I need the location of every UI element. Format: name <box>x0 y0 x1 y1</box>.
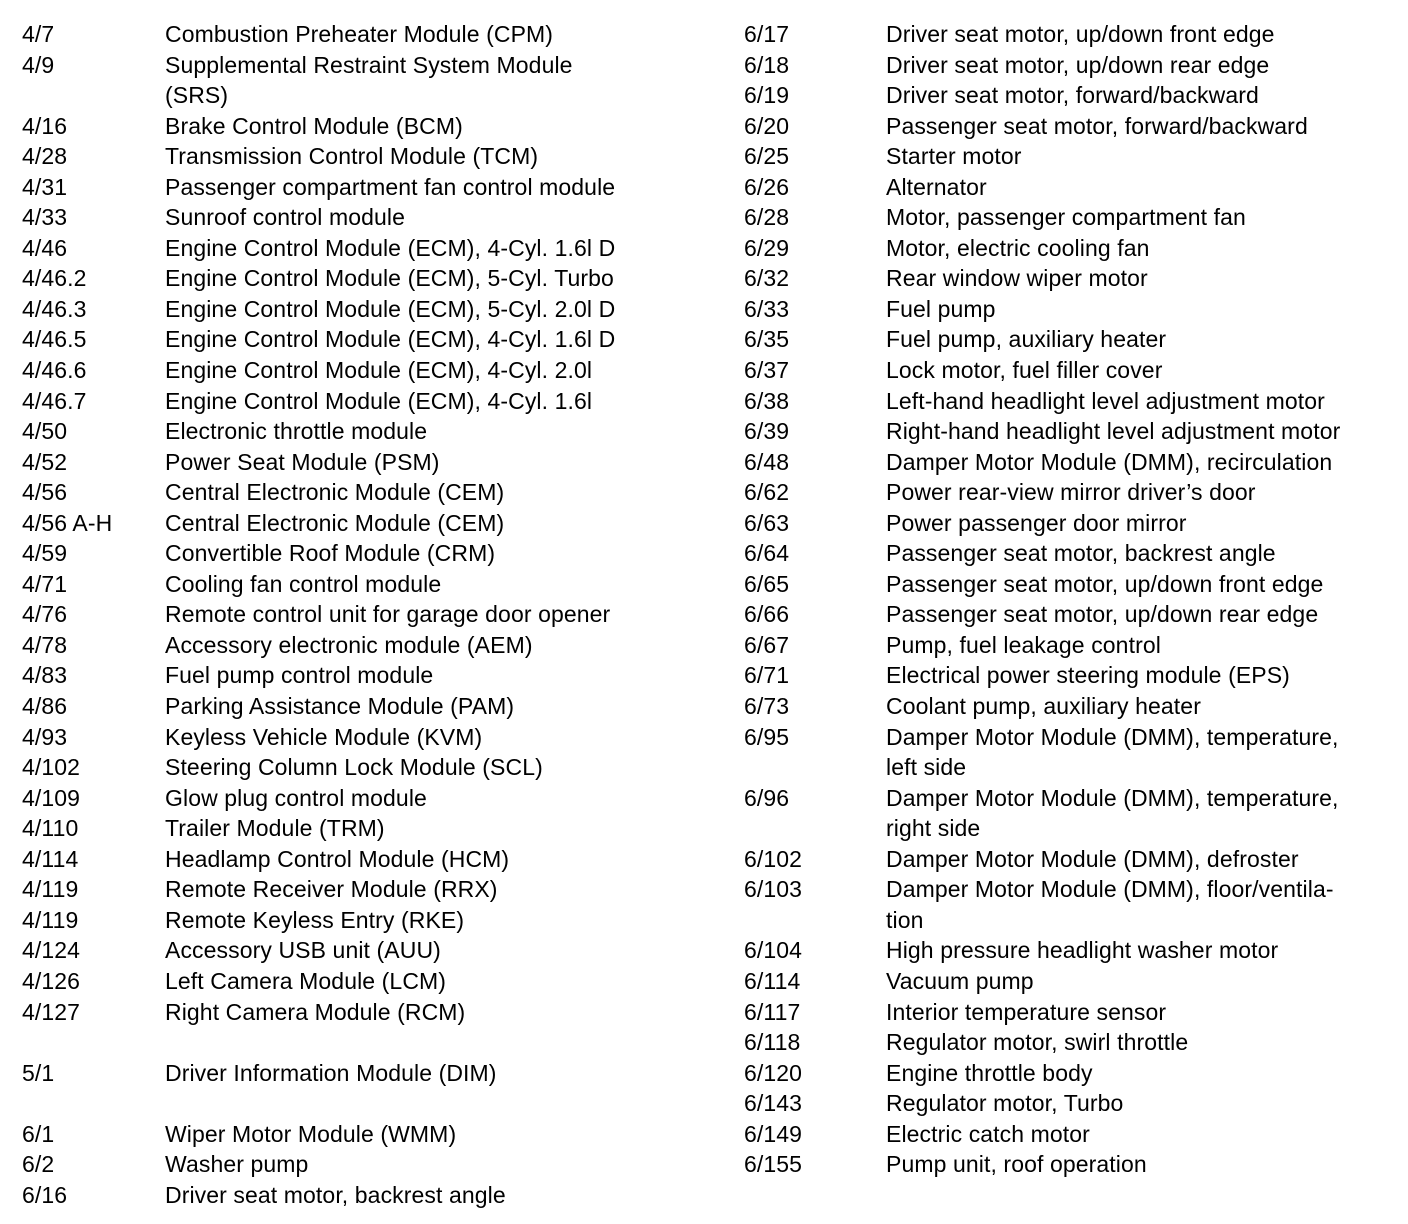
list-item <box>744 416 1394 447</box>
component-description: Motor, passenger compartment fan <box>886 204 1246 231</box>
list-item <box>22 905 712 936</box>
component-code: 4/86 <box>22 693 68 720</box>
component-code: 6/28 <box>744 204 790 231</box>
component-code: 4/28 <box>22 143 68 170</box>
component-code: 6/71 <box>744 662 790 689</box>
list-item <box>744 447 1394 478</box>
component-code: 4/9 <box>22 51 55 78</box>
component-code: 6/37 <box>744 357 790 384</box>
list-item <box>22 202 712 233</box>
component-code: 4/110 <box>22 815 79 842</box>
component-description: Driver seat motor, up/down front edge <box>886 21 1275 47</box>
list-item <box>744 50 1394 81</box>
component-code: 6/64 <box>744 540 790 567</box>
component-description: Supplemental Restraint System Module (SRS) <box>165 51 573 109</box>
component-description: Engine Control Module (ECM), 4-Cyl. 1.6l D <box>165 326 616 353</box>
list-item <box>744 997 1394 1028</box>
list-item <box>744 783 1394 844</box>
component-code: 6/155 <box>744 1151 803 1178</box>
component-code: 4/83 <box>22 662 68 689</box>
component-description: Passenger seat motor, up/down rear edge <box>886 601 1319 628</box>
component-description: Power passenger door mirror <box>886 509 1187 536</box>
list-item <box>744 538 1394 569</box>
component-code: 4/46 <box>22 234 68 261</box>
component-code: 5/1 <box>22 1059 55 1086</box>
component-code: 4/119 <box>22 906 79 933</box>
component-description: Alternator <box>886 173 987 200</box>
component-code: 6/114 <box>744 967 801 994</box>
list-item <box>22 477 712 508</box>
component-code: 4/124 <box>22 937 81 964</box>
component-code: 6/63 <box>744 509 790 536</box>
list-item <box>744 1088 1394 1119</box>
list-item <box>744 935 1394 966</box>
component-code: 4/52 <box>22 448 68 475</box>
component-code: 6/2 <box>22 1151 55 1178</box>
component-code: 4/31 <box>22 173 68 200</box>
component-code: 4/102 <box>22 754 81 781</box>
component-code: 6/25 <box>744 143 790 170</box>
component-code <box>22 1027 165 1058</box>
component-code: 4/126 <box>22 967 81 994</box>
component-description: Engine Control Module (ECM), 4-Cyl. 1.6l <box>165 387 593 414</box>
list-item <box>22 630 712 661</box>
component-code: 4/56 A-H <box>22 509 113 536</box>
component-description: Passenger compartment fan control module <box>165 173 616 200</box>
component-description: Remote Receiver Module (RRX) <box>165 876 498 903</box>
component-description: Keyless Vehicle Module (KVM) <box>165 723 483 750</box>
list-item <box>22 50 712 111</box>
component-code: 6/18 <box>744 51 790 78</box>
list-item <box>744 477 1394 508</box>
list-item <box>744 80 1394 111</box>
component-code: 4/109 <box>22 784 81 811</box>
component-code: 4/46.7 <box>22 387 87 414</box>
component-code: 6/118 <box>744 1029 801 1056</box>
list-item <box>22 324 712 355</box>
list-item <box>22 447 712 478</box>
component-code: 6/66 <box>744 601 790 628</box>
list-item <box>22 599 712 630</box>
list-item <box>22 722 712 753</box>
component-description: Brake Control Module (BCM) <box>165 112 463 139</box>
list-item <box>744 966 1394 997</box>
component-code: 4/7 <box>22 21 55 47</box>
list-item <box>22 1149 712 1180</box>
list-item <box>744 1119 1394 1150</box>
component-description: Right-hand headlight level adjustment motor <box>886 418 1341 445</box>
component-description: Damper Motor Module (DMM), temperature, right side <box>886 784 1339 842</box>
component-description: Convertible Roof Module (CRM) <box>165 540 496 567</box>
component-description: Fuel pump <box>886 295 996 322</box>
component-description: Interior temperature sensor <box>886 998 1167 1025</box>
list-item <box>22 508 712 539</box>
component-description: Passenger seat motor, forward/backward <box>886 112 1308 139</box>
component-code: 6/26 <box>744 173 790 200</box>
component-description: Glow plug control module <box>165 784 427 811</box>
component-code <box>22 1088 165 1119</box>
component-description: Remote control unit for garage door opener <box>165 601 611 628</box>
component-code: 4/127 <box>22 998 81 1025</box>
component-description: Power Seat Module (PSM) <box>165 448 440 475</box>
component-description: Combustion Preheater Module (CPM) <box>165 21 554 47</box>
list-item <box>744 233 1394 264</box>
component-description: Electrical power steering module (EPS) <box>886 662 1290 689</box>
list-item <box>22 386 712 417</box>
list-item <box>22 172 712 203</box>
list-item <box>22 660 712 691</box>
component-description: Lock motor, fuel filler cover <box>886 357 1163 384</box>
component-description: Electric catch motor <box>886 1120 1090 1147</box>
list-item <box>22 752 712 783</box>
list-item <box>744 691 1394 722</box>
component-code: 4/59 <box>22 540 68 567</box>
list-item <box>22 691 712 722</box>
list-item <box>22 1058 712 1089</box>
list-item <box>744 141 1394 172</box>
component-code: 6/102 <box>744 845 803 872</box>
list-item <box>744 874 1394 935</box>
list-item <box>744 630 1394 661</box>
list-item <box>22 294 712 325</box>
component-description: Remote Keyless Entry (RKE) <box>165 906 465 933</box>
list-item <box>744 386 1394 417</box>
list-spacer <box>22 1027 712 1058</box>
component-description: Right Camera Module (RCM) <box>165 998 466 1025</box>
component-description: Transmission Control Module (TCM) <box>165 143 539 170</box>
component-code: 6/1 <box>22 1120 55 1147</box>
component-code: 4/93 <box>22 723 68 750</box>
component-code: 6/39 <box>744 418 790 445</box>
component-description: Accessory USB unit (AUU) <box>165 937 441 964</box>
list-item <box>744 324 1394 355</box>
list-item <box>22 141 712 172</box>
component-code: 4/46.2 <box>22 265 87 292</box>
component-description: Washer pump <box>165 1151 309 1178</box>
list-item <box>744 294 1394 325</box>
component-description: Left-hand headlight level adjustment motor <box>886 387 1325 414</box>
list-item <box>744 263 1394 294</box>
list-item <box>744 508 1394 539</box>
component-code: 6/95 <box>744 723 790 750</box>
component-description: Engine Control Module (ECM), 4-Cyl. 2.0l <box>165 357 593 384</box>
list-item <box>744 1149 1394 1180</box>
list-item <box>22 263 712 294</box>
component-code: 6/17 <box>744 21 790 47</box>
component-code: 6/104 <box>744 937 803 964</box>
component-description: Wiper Motor Module (WMM) <box>165 1120 457 1147</box>
component-description: Engine Control Module (ECM), 5-Cyl. Turbo <box>165 265 614 292</box>
list-item <box>744 19 1394 50</box>
list-item <box>22 966 712 997</box>
component-description: Motor, electric cooling fan <box>886 234 1150 261</box>
component-code: 6/16 <box>22 1181 68 1208</box>
component-code: 6/120 <box>744 1059 803 1086</box>
component-description: Trailer Module (TRM) <box>165 815 385 842</box>
component-code: 4/46.3 <box>22 295 87 322</box>
component-description: Power rear-view mirror driver’s door <box>886 479 1256 506</box>
list-item <box>22 783 712 814</box>
list-item <box>22 416 712 447</box>
list-item <box>22 1119 712 1150</box>
component-description: Driver seat motor, backrest angle <box>165 1181 506 1208</box>
list-item <box>744 111 1394 142</box>
component-description: Headlamp Control Module (HCM) <box>165 845 510 872</box>
list-item <box>22 19 712 50</box>
component-code: 4/50 <box>22 418 68 445</box>
component-description: Damper Motor Module (DMM), floor/ventila- tion <box>886 876 1334 933</box>
list-item <box>744 1027 1394 1058</box>
component-description: Regulator motor, swirl throttle <box>886 1029 1189 1056</box>
component-code: 6/73 <box>744 693 790 720</box>
component-code: 6/19 <box>744 82 790 109</box>
component-code: 6/48 <box>744 448 790 475</box>
component-description: Starter motor <box>886 143 1022 170</box>
component-code: 6/33 <box>744 295 790 322</box>
component-code: 6/32 <box>744 265 790 292</box>
list-item <box>22 935 712 966</box>
component-code: 4/16 <box>22 112 68 139</box>
list-item <box>744 599 1394 630</box>
list-item <box>22 844 712 875</box>
component-description: Fuel pump, auxiliary heater <box>886 326 1167 353</box>
component-code: 6/20 <box>744 112 790 139</box>
component-description: Central Electronic Module (CEM) <box>165 509 505 536</box>
component-code: 6/149 <box>744 1120 803 1147</box>
component-code: 6/103 <box>744 876 803 903</box>
component-description: Engine throttle body <box>886 1059 1093 1086</box>
component-description: Passenger seat motor, backrest angle <box>886 540 1276 567</box>
component-description <box>165 1088 712 1119</box>
component-description: Electronic throttle module <box>165 418 428 445</box>
component-code: 6/65 <box>744 570 790 597</box>
list-item <box>744 355 1394 386</box>
component-description: Damper Motor Module (DMM), recirculation <box>886 448 1333 475</box>
component-description: Central Electronic Module (CEM) <box>165 479 505 506</box>
component-description: Damper Motor Module (DMM), defroster <box>886 845 1299 872</box>
component-description: Engine Control Module (ECM), 4-Cyl. 1.6l D <box>165 234 616 261</box>
component-description: Pump, fuel leakage control <box>886 631 1161 658</box>
list-item <box>744 569 1394 600</box>
component-description: Driver Information Module (DIM) <box>165 1059 497 1086</box>
component-code: 6/96 <box>744 784 790 811</box>
component-description: Driver seat motor, forward/backward <box>886 82 1259 109</box>
component-description: Rear window wiper motor <box>886 265 1148 292</box>
component-code: 4/33 <box>22 204 68 231</box>
component-description: Accessory electronic module (AEM) <box>165 631 533 658</box>
list-item <box>22 538 712 569</box>
component-description: Regulator motor, Turbo <box>886 1090 1124 1117</box>
component-list-right-column <box>744 19 1394 1180</box>
list-item <box>744 722 1394 783</box>
component-code: 4/46.5 <box>22 326 87 353</box>
list-item <box>744 844 1394 875</box>
list-item <box>22 569 712 600</box>
component-description: Driver seat motor, up/down rear edge <box>886 51 1270 78</box>
component-code: 4/56 <box>22 479 68 506</box>
list-item <box>22 997 712 1028</box>
list-item <box>22 1180 712 1211</box>
component-description: Vacuum pump <box>886 967 1034 994</box>
component-description: Cooling fan control module <box>165 570 442 597</box>
list-spacer <box>22 1088 712 1119</box>
component-description: Fuel pump control module <box>165 662 434 689</box>
component-description <box>165 1027 712 1058</box>
component-code: 4/114 <box>22 845 79 872</box>
component-code: 6/38 <box>744 387 790 414</box>
component-description: Passenger seat motor, up/down front edge <box>886 570 1324 597</box>
list-item <box>744 1058 1394 1089</box>
component-code: 4/78 <box>22 631 68 658</box>
list-item <box>22 233 712 264</box>
component-description: Damper Motor Module (DMM), temperature, left side <box>886 723 1339 781</box>
component-code: 6/35 <box>744 326 790 353</box>
component-description: Steering Column Lock Module (SCL) <box>165 754 543 781</box>
component-description: High pressure headlight washer motor <box>886 937 1279 964</box>
component-code: 4/71 <box>22 570 68 597</box>
list-item <box>744 172 1394 203</box>
component-code: 6/143 <box>744 1090 803 1117</box>
list-item <box>22 111 712 142</box>
component-code: 4/76 <box>22 601 68 628</box>
component-code: 4/46.6 <box>22 357 87 384</box>
list-item <box>744 202 1394 233</box>
component-list-left-column <box>22 19 712 1210</box>
component-code: 6/62 <box>744 479 790 506</box>
component-code: 6/29 <box>744 234 790 261</box>
component-description: Left Camera Module (LCM) <box>165 967 447 994</box>
component-description: Sunroof control module <box>165 204 406 231</box>
list-item <box>22 355 712 386</box>
component-description: Engine Control Module (ECM), 5-Cyl. 2.0l D <box>165 295 616 322</box>
list-item <box>22 813 712 844</box>
component-description: Coolant pump, auxiliary heater <box>886 693 1201 720</box>
component-code: 4/119 <box>22 876 79 903</box>
list-item <box>22 874 712 905</box>
component-code: 6/117 <box>744 998 801 1025</box>
component-code: 6/67 <box>744 631 790 658</box>
component-description: Parking Assistance Module (PAM) <box>165 693 515 720</box>
component-description: Pump unit, roof operation <box>886 1151 1147 1178</box>
list-item <box>744 660 1394 691</box>
